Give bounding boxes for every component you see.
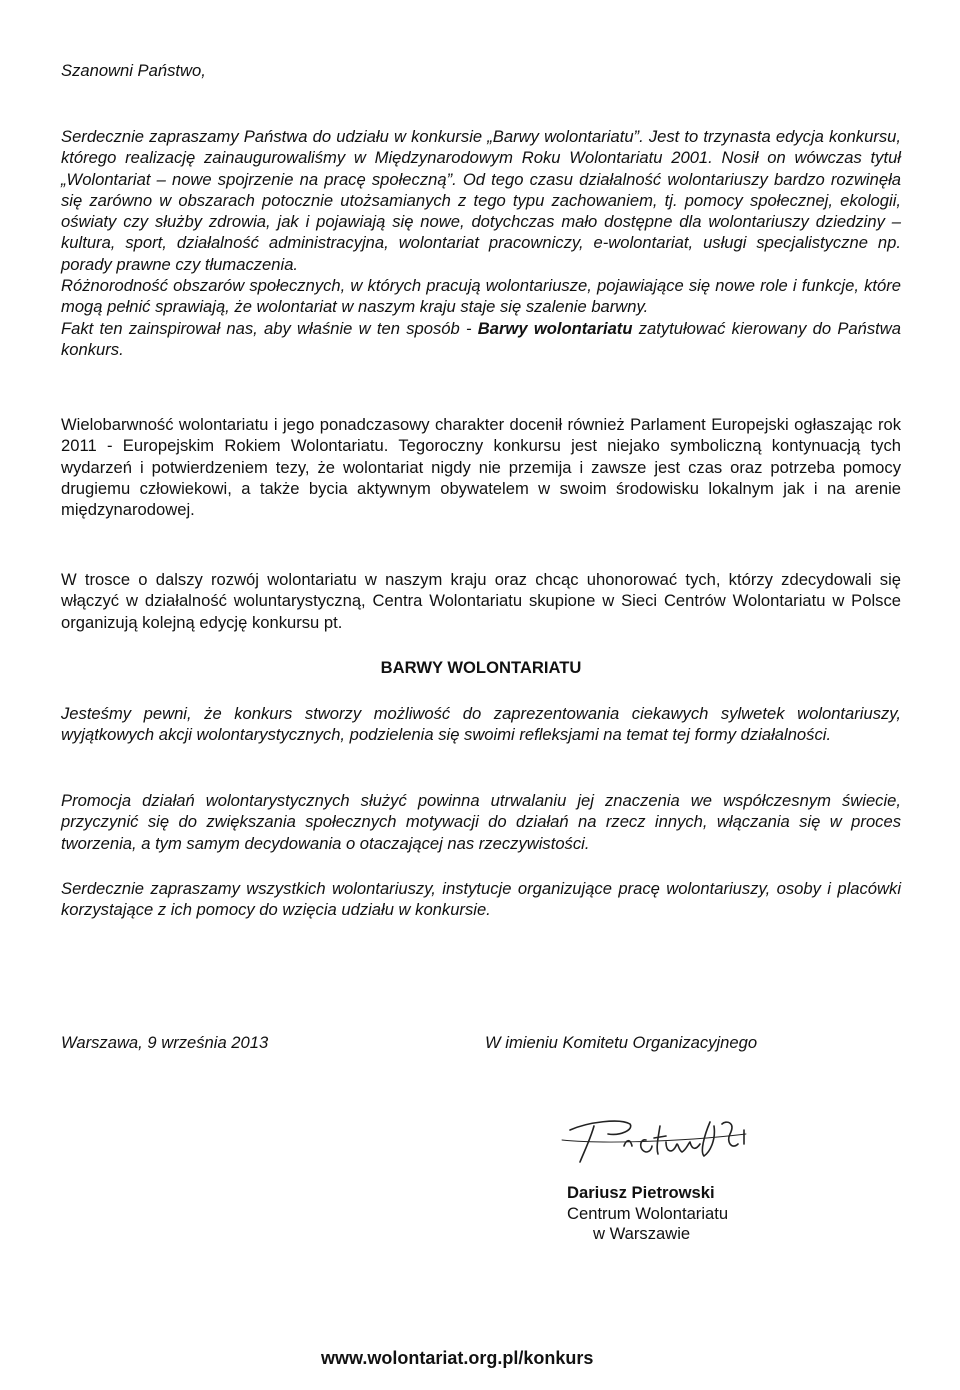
intro-p3-after: zatytułować kierowany do Państwa konkurs.	[61, 318, 901, 359]
intro-paragraph-3	[61, 319, 901, 359]
salutation: Szanowni Państwo,	[61, 61, 206, 80]
paragraph-european-year: Wielobarwność wolontariatu i jego ponadczasowy charakter docenił również Parlament Europejski ogłaszając rok 2011 - Europejskim Rokiem Wolontariatu. Tegoroczny konkursu jest niejako symboliczną kontynuacją tych wydarzeń i potwierdzeniem tezy, że wolontariat nigdy nie przemija i zawsze jest czas oraz potrzeba pomocy drugiemu człowiekowi, a także bycia aktywnym obywatelem w swoim środowisku lokalnym jak i na arenie międzynarodowej.	[61, 415, 901, 520]
paragraph-promotion: Promocja działań wolontarystycznych służyć powinna utrwalaniu jej znaczenia we współczesnym świecie, przyczynić się do zwiększania społecznych motywacji do działań na rzecz innych, włączania się w proces tworzenia, a tym samym decydowania o otaczającej nas rzeczywistości.	[61, 791, 901, 853]
committee-line: W imieniu Komitetu Organizacyjnego	[485, 1033, 758, 1052]
footer-url-link[interactable]: www.wolontariat.org.pl/konkurs	[321, 1348, 594, 1368]
place-date: Warszawa, 9 września 2013	[61, 1033, 269, 1052]
paragraph-confidence: Jesteśmy pewni, że konkurs stworzy możliwość do zaprezentowania ciekawych sylwetek wolontariuszy, wyjątkowych akcji wolontarystycznych, podzielenia się swoimi refleksjami na temat tej formy działalności.	[61, 704, 901, 745]
intro-paragraph-2: Różnorodność obszarów społecznych, w których pracują wolontariusze, pojawiające się nowe role i funkcje, które mogą pełnić sprawiają, że wolontariat w naszym kraju staje się szalenie barwny.	[61, 276, 901, 317]
contest-title: BARWY WOLONTARIATU	[380, 658, 582, 677]
paragraph-invitation: Serdecznie zapraszamy wszystkich wolontariuszy, instytucje organizujące pracę wolontariuszy, osoby i placówki korzystające z ich pomocy do wzięcia udziału w konkursie.	[61, 879, 901, 920]
paragraph-network: W trosce o dalszy rozwój wolontariatu w naszym kraju oraz chcąc uhonorować tych, którzy zdecydowali się włączyć w działalność woluntarystyczną, Centra Wolontariatu skupione w Sieci Centrów Wolontariatu w Polsce organizują kolejną edycję konkursu pt.	[61, 570, 901, 632]
intro-paragraph-1: Serdecznie zapraszamy Państwa do udziału w konkursie „Barwy wolontariatu”. Jest to trzynasta edycja konkursu, którego realizację zainaugurowaliśmy w Międzynarodowym Roku Wolontariatu 2001. Nosił on wówczas tytuł „Wolontariat – nowe spojrzenie na pracę społeczną”. Od tego czasu działalność wolontariuszy bardzo rozwinęła się zarówno w obszarach potocznie utożsamianych z tego typu zachowaniem, tj. pomocy społecznej, ekologii, oświaty czy służby zdrowia, jak i pojawiają się nowe, dotychczas mało dostępne dla wolontariuszy dziedziny – kultura, sport, działalność administracyjna, wolontariat pracowniczy, e-wolontariat, usługi specjalistyczne np. porady prawne czy tłumaczenia.	[61, 127, 901, 274]
signer-organization: Centrum Wolontariatu	[567, 1204, 729, 1223]
signer-name: Dariusz Pietrowski	[567, 1183, 715, 1202]
intro-p3-before: Fakt ten zainspirował nas, aby właśnie w ten sposób -	[61, 318, 478, 338]
intro-p3-bold: Barwy wolontariatu	[477, 318, 633, 338]
handwritten-signature	[560, 1100, 750, 1172]
signer-city: w Warszawie	[593, 1224, 691, 1243]
intro-block	[61, 126, 901, 360]
